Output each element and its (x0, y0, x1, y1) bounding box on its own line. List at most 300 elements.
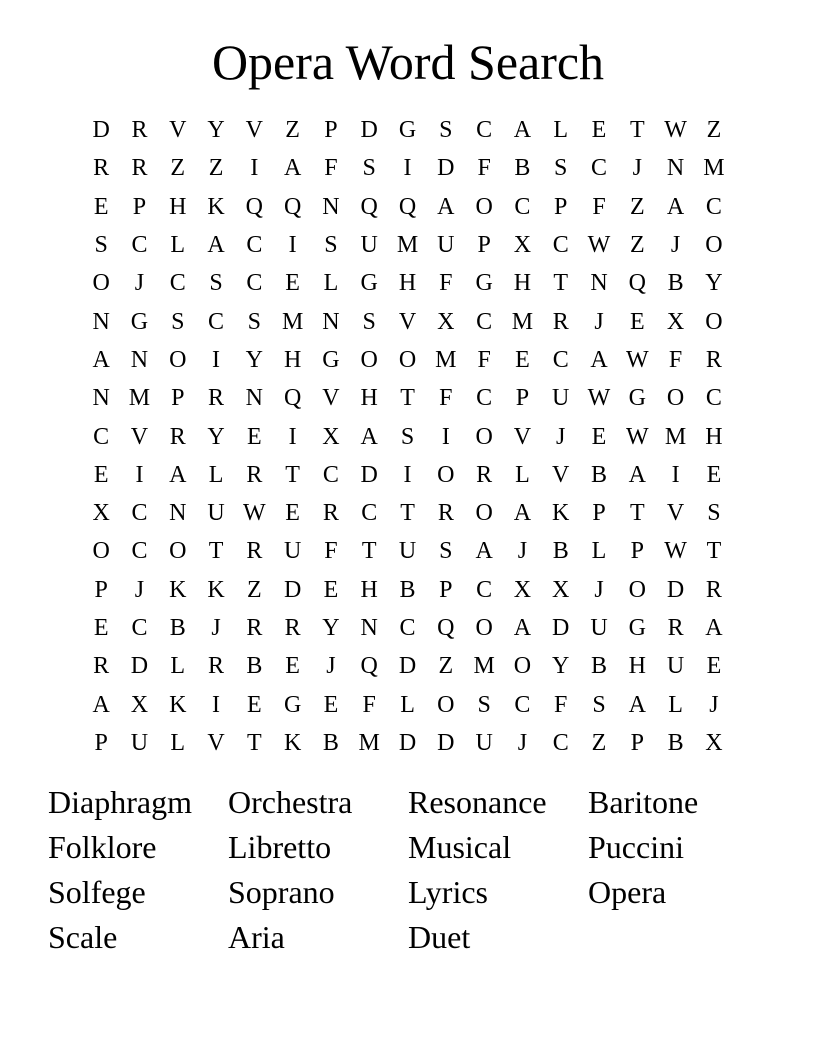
grid-letter: P (630, 729, 644, 756)
grid-letter: W (587, 385, 611, 412)
grid-letter: M (664, 423, 687, 450)
grid-letter: J (556, 423, 566, 450)
grid-letter: E (285, 500, 300, 527)
grid-letter: S (247, 308, 262, 335)
grid-letter: M (473, 653, 495, 680)
grid-letter: L (400, 691, 415, 718)
grid-letter: E (93, 615, 109, 641)
word-list-item: Resonance (408, 784, 547, 820)
grid-letter: A (283, 155, 302, 182)
grid-letter: C (552, 346, 569, 373)
grid-letter: C (514, 691, 531, 718)
grid-letter: J (326, 653, 336, 680)
grid-letter: D (283, 576, 302, 603)
grid-letter: R (93, 653, 110, 680)
grid-letter: X (552, 576, 570, 603)
grid-letter: B (667, 729, 684, 756)
grid-letter: G (475, 270, 493, 297)
grid-letter: M (511, 308, 534, 335)
grid-letter: Q (360, 193, 378, 220)
word-list (48, 780, 768, 960)
grid-letter: Z (438, 653, 454, 680)
grid-letter: K (552, 500, 570, 527)
grid-letter: B (552, 538, 569, 565)
grid-letter: S (362, 308, 376, 335)
word-list-item: Puccini (588, 829, 684, 865)
grid-letter: H (705, 423, 723, 450)
grid-letter: Y (705, 270, 723, 297)
grid-letter: I (288, 232, 297, 259)
grid-letter: X (705, 729, 723, 756)
grid-letter: L (591, 538, 607, 565)
grid-letter: S (439, 117, 453, 144)
grid-letter: A (513, 615, 532, 641)
grid-letter: Z (285, 117, 300, 144)
grid-letter: Q (398, 193, 417, 220)
grid-letter: C (246, 270, 263, 297)
grid-letter: V (130, 423, 149, 450)
grid-letter: B (246, 653, 263, 680)
grid-letter: M (703, 155, 725, 182)
grid-letter: M (396, 232, 419, 259)
grid-letter: E (515, 346, 530, 373)
grid-letter: C (552, 729, 569, 756)
grid-letter: C (169, 270, 186, 297)
grid-letter: U (207, 500, 225, 527)
grid-letter: T (629, 500, 645, 527)
grid-letter: D (360, 117, 378, 144)
grid-letter: W (625, 423, 649, 450)
grid-letter: A (513, 117, 532, 144)
grid-letter: K (283, 729, 302, 756)
grid-letter: J (594, 576, 604, 603)
grid-letter: P (477, 232, 491, 259)
grid-letter: T (361, 538, 377, 565)
grid-letter: B (667, 270, 684, 297)
grid-letter: G (130, 308, 149, 335)
grid-letter: Y (245, 346, 263, 373)
letter-grid (82, 111, 733, 762)
grid-letter: P (171, 385, 185, 412)
grid-letter: W (587, 232, 611, 259)
grid-letter: Y (207, 423, 225, 450)
grid-letter: N (169, 500, 187, 527)
grid-letter: I (671, 461, 680, 488)
grid-letter: E (285, 653, 300, 680)
grid-letter: O (360, 346, 378, 373)
grid-letter: Y (322, 615, 340, 641)
grid-letter: J (134, 576, 145, 603)
grid-letter: M (128, 385, 151, 412)
grid-letter: W (243, 500, 266, 527)
grid-letter: A (207, 232, 225, 259)
grid-letter: S (171, 308, 185, 335)
grid-letter: C (208, 308, 225, 335)
grid-letter: C (705, 193, 722, 220)
grid-letter: J (211, 615, 221, 641)
grid-letter: F (439, 385, 453, 412)
grid-letter: S (400, 423, 415, 450)
grid-letter: A (169, 461, 187, 488)
grid-letter: L (170, 653, 186, 680)
grid-letter: I (135, 461, 144, 488)
grid-letter: C (361, 500, 378, 527)
grid-letter: O (398, 346, 417, 373)
grid-letter: X (437, 308, 455, 335)
grid-letter: E (323, 576, 339, 603)
grid-letter: S (209, 270, 223, 297)
grid-letter: Q (628, 270, 646, 297)
grid-letter: Z (629, 193, 645, 220)
grid-letter: I (212, 346, 221, 373)
grid-letter: R (284, 615, 301, 641)
grid-letter: Q (245, 193, 263, 220)
grid-letter: E (93, 461, 109, 488)
grid-letter: T (706, 538, 722, 565)
word-list-item: Diaphragm (48, 784, 192, 820)
grid-letter: I (212, 691, 221, 718)
grid-letter: O (437, 691, 455, 718)
grid-letter: D (552, 615, 570, 641)
grid-letter: H (398, 270, 417, 297)
grid-letter: G (628, 385, 646, 412)
grid-letter: C (131, 232, 148, 259)
grid-letter: G (628, 615, 646, 641)
grid-letter: C (322, 461, 339, 488)
grid-letter: Q (360, 653, 378, 680)
grid-letter: F (324, 155, 338, 182)
grid-letter: V (666, 500, 685, 527)
word-list-item: Scale (48, 919, 118, 955)
grid-letter: I (403, 461, 412, 488)
grid-letter: U (398, 538, 417, 565)
grid-letter: O (628, 576, 646, 603)
grid-letter: I (250, 155, 259, 182)
grid-letter: O (169, 346, 187, 373)
grid-letter: A (666, 193, 685, 220)
grid-letter: V (207, 729, 225, 756)
grid-letter: S (362, 155, 376, 182)
grid-letter: C (93, 423, 110, 450)
grid-letter: E (706, 461, 722, 488)
grid-letter: A (92, 346, 110, 373)
grid-letter: R (208, 385, 225, 412)
grid-letter: W (664, 117, 687, 144)
grid-letter: B (322, 729, 339, 756)
grid-letter: C (399, 615, 416, 641)
grid-letter: P (132, 193, 147, 220)
grid-letter: X (666, 308, 685, 335)
grid-letter: N (360, 615, 378, 641)
grid-letter: P (630, 538, 644, 565)
grid-letter: C (246, 232, 263, 259)
grid-letter: U (475, 729, 493, 756)
grid-letter: E (629, 308, 645, 335)
grid-letter: T (553, 270, 569, 297)
grid-letter: P (324, 117, 338, 144)
grid-letter: O (666, 385, 685, 412)
grid-letter: U (666, 653, 685, 680)
grid-letter: R (667, 615, 684, 641)
grid-letter: A (475, 538, 493, 565)
grid-letter: C (131, 500, 148, 527)
grid-letter: D (437, 155, 455, 182)
grid-letter: T (629, 117, 645, 144)
grid-letter: G (322, 346, 340, 373)
grid-letter: C (514, 193, 531, 220)
grid-letter: G (360, 270, 378, 297)
grid-letter: Z (629, 232, 645, 259)
grid-letter: H (513, 270, 532, 297)
grid-letter: J (134, 270, 145, 297)
grid-letter: A (437, 193, 455, 220)
grid-letter: D (437, 729, 455, 756)
grid-letter: I (403, 155, 412, 182)
grid-letter: X (92, 500, 110, 527)
grid-letter: B (591, 461, 608, 488)
grid-letter: S (94, 232, 108, 259)
grid-letter: R (131, 155, 148, 182)
grid-letter: O (475, 193, 493, 220)
grid-letter: R (93, 155, 110, 182)
grid-letter: D (398, 729, 417, 756)
grid-letter: D (360, 461, 378, 488)
grid-letter: J (632, 155, 642, 182)
word-list-item: Libretto (228, 829, 332, 865)
grid-letter: L (208, 461, 224, 488)
grid-letter: L (323, 270, 339, 297)
word-list-item: Aria (228, 919, 285, 955)
grid-letter: L (515, 461, 530, 488)
grid-letter: N (666, 155, 685, 182)
grid-letter: H (283, 346, 302, 373)
grid-letter: A (92, 691, 110, 718)
grid-letter: F (324, 538, 338, 565)
grid-letter: W (664, 538, 687, 565)
grid-letter: K (169, 691, 187, 718)
grid-letter: A (705, 615, 723, 641)
word-list-item: Folklore (48, 829, 157, 865)
word-list-item: Musical (408, 829, 512, 865)
grid-letter: J (517, 538, 528, 565)
grid-letter: F (477, 346, 491, 373)
grid-letter: T (400, 385, 415, 412)
grid-letter: R (131, 117, 148, 144)
grid-letter: D (398, 653, 417, 680)
grid-letter: E (247, 691, 262, 718)
grid-letter: M (281, 308, 304, 335)
grid-letter: U (283, 538, 302, 565)
grid-letter: Z (247, 576, 262, 603)
grid-letter: E (93, 193, 109, 220)
grid-letter: S (324, 232, 338, 259)
grid-letter: N (322, 308, 340, 335)
word-list-item: Duet (408, 919, 471, 955)
grid-letter: E (706, 653, 722, 680)
word-list-item: Opera (588, 874, 667, 910)
grid-letter: F (362, 691, 376, 718)
grid-letter: O (513, 653, 532, 680)
grid-letter: P (554, 193, 568, 220)
grid-letter: R (322, 500, 339, 527)
grid-letter: S (439, 538, 453, 565)
grid-letter: Y (207, 117, 225, 144)
grid-letter: X (322, 423, 340, 450)
grid-letter: K (207, 576, 225, 603)
grid-letter: Q (437, 615, 455, 641)
grid-letter: F (554, 691, 568, 718)
grid-letter: B (591, 653, 608, 680)
grid-letter: J (594, 308, 604, 335)
grid-letter: G (283, 691, 302, 718)
grid-letter: R (246, 615, 263, 641)
grid-letter: U (552, 385, 570, 412)
grid-letter: R (246, 461, 263, 488)
grid-letter: N (130, 346, 149, 373)
grid-letter: U (590, 615, 608, 641)
grid-letter: J (709, 691, 719, 718)
grid-letter: O (92, 538, 110, 565)
grid-letter: K (169, 576, 187, 603)
grid-letter: C (131, 615, 148, 641)
grid-letter: V (245, 117, 263, 144)
grid-letter: H (360, 385, 378, 412)
grid-letter: O (437, 461, 455, 488)
grid-letter: B (399, 576, 416, 603)
grid-letter: N (92, 308, 110, 335)
grid-letter: Z (208, 155, 224, 182)
grid-letter: Z (170, 155, 186, 182)
grid-letter: L (170, 232, 186, 259)
grid-letter: D (92, 117, 110, 144)
grid-letter: F (477, 155, 491, 182)
word-list-item: Baritone (588, 784, 699, 820)
grid-letter: S (554, 155, 568, 182)
grid-letter: M (435, 346, 457, 373)
grid-letter: L (668, 691, 683, 718)
grid-letter: T (208, 538, 224, 565)
grid-letter: O (705, 232, 723, 259)
grid-letter: P (515, 385, 530, 412)
grid-letter: N (92, 385, 110, 412)
grid-letter: R (705, 346, 722, 373)
grid-letter: R (169, 423, 186, 450)
grid-letter: T (400, 500, 415, 527)
grid-letter: V (169, 117, 187, 144)
grid-letter: O (475, 423, 493, 450)
grid-letter: N (590, 270, 608, 297)
grid-letter: U (360, 232, 378, 259)
grid-letter: A (590, 346, 608, 373)
grid-letter: O (92, 270, 110, 297)
grid-letter: R (476, 461, 493, 488)
grid-letter: V (398, 308, 417, 335)
grid-letter: A (628, 461, 646, 488)
grid-letter: S (707, 500, 721, 527)
grid-letter: H (169, 193, 187, 220)
grid-letter: Z (706, 117, 722, 144)
grid-letter: Z (591, 729, 607, 756)
grid-letter: O (169, 538, 187, 565)
grid-letter: C (476, 385, 493, 412)
word-list-item: Orchestra (228, 784, 353, 820)
grid-letter: O (475, 500, 493, 527)
word-list-item: Soprano (228, 874, 335, 910)
grid-letter: X (513, 232, 532, 259)
grid-letter: N (245, 385, 263, 412)
grid-letter: R (437, 500, 454, 527)
grid-letter: O (475, 615, 493, 641)
word-list-item: Solfege (48, 874, 146, 910)
grid-letter: P (439, 576, 453, 603)
grid-letter: S (477, 691, 491, 718)
grid-letter: C (476, 117, 493, 144)
grid-letter: V (322, 385, 340, 412)
grid-letter: B (169, 615, 186, 641)
grid-letter: N (322, 193, 340, 220)
grid-letter: S (592, 691, 606, 718)
grid-letter: F (668, 346, 683, 373)
grid-letter: P (592, 500, 606, 527)
page-title: Opera Word Search (211, 34, 605, 90)
grid-letter: U (437, 232, 455, 259)
grid-letter: C (476, 308, 493, 335)
grid-letter: R (705, 576, 722, 603)
grid-letter: H (360, 576, 378, 603)
grid-letter: E (285, 270, 300, 297)
grid-letter: A (360, 423, 378, 450)
grid-letter: X (513, 576, 532, 603)
grid-letter: V (513, 423, 532, 450)
grid-letter: R (246, 538, 263, 565)
grid-letter: E (247, 423, 262, 450)
grid-letter: U (130, 729, 149, 756)
grid-letter: I (441, 423, 450, 450)
grid-letter: K (207, 193, 225, 220)
grid-letter: C (476, 576, 493, 603)
grid-letter: V (552, 461, 570, 488)
grid-letter: D (666, 576, 685, 603)
grid-letter: X (130, 691, 149, 718)
grid-letter: R (208, 653, 225, 680)
grid-letter: I (288, 423, 297, 450)
grid-letter: A (628, 691, 646, 718)
grid-letter: B (514, 155, 531, 182)
grid-letter: E (591, 117, 607, 144)
grid-letter: C (591, 155, 608, 182)
grid-letter: C (705, 385, 722, 412)
grid-letter: C (552, 232, 569, 259)
grid-letter: Q (283, 193, 302, 220)
grid-letter: A (513, 500, 532, 527)
grid-letter: F (592, 193, 606, 220)
grid-letter: E (591, 423, 607, 450)
grid-letter: O (705, 308, 723, 335)
grid-letter: G (398, 117, 417, 144)
grid-letter: L (553, 117, 569, 144)
grid-letter: E (323, 691, 339, 718)
grid-letter: P (94, 729, 108, 756)
grid-letter: T (285, 461, 300, 488)
grid-letter: Y (552, 653, 570, 680)
grid-letter: M (358, 729, 380, 756)
grid-letter: W (625, 346, 649, 373)
grid-letter: L (170, 729, 186, 756)
grid-letter: D (130, 653, 149, 680)
grid-letter: J (670, 232, 681, 259)
grid-letter: H (628, 653, 646, 680)
grid-letter: P (94, 576, 108, 603)
